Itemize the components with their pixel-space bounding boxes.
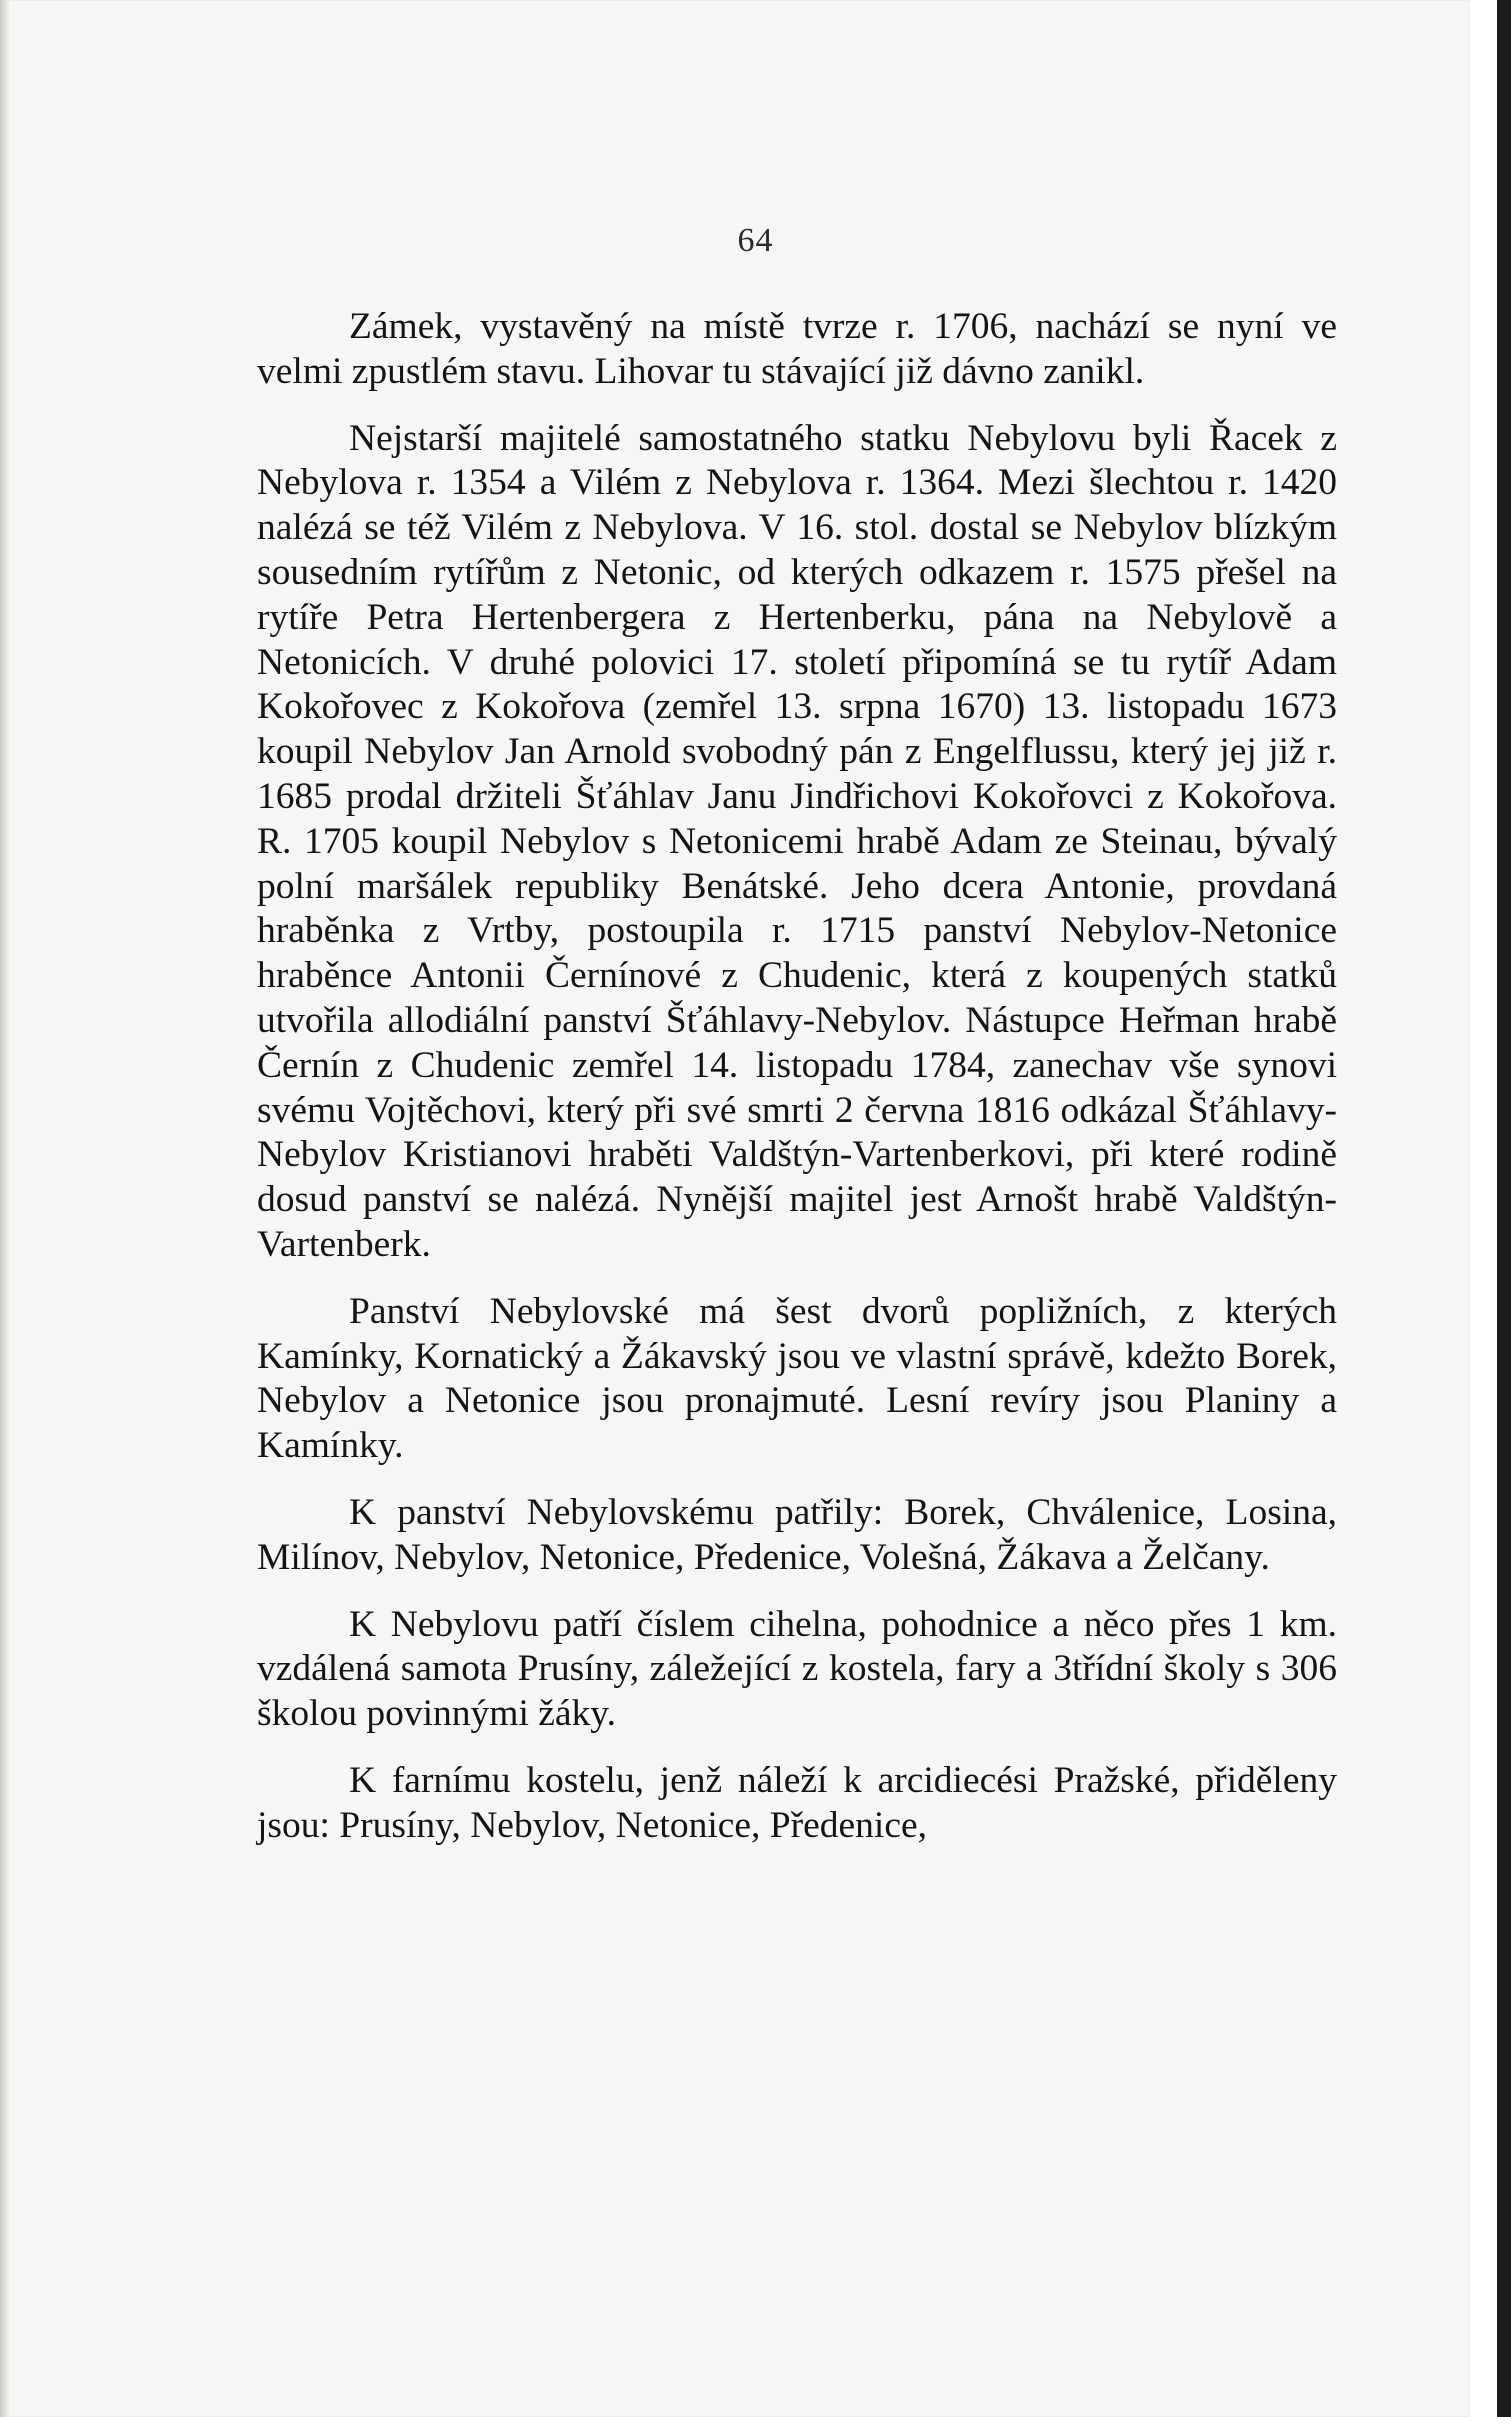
paragraph-nebylov-parts: K Nebylovu patří číslem cihelna, pohodnice a něco přes 1 km. vzdálená samota Prusíny, záležející z kostela, fary a 3třídní školy s 306 školou povinnými žáky.	[257, 1603, 1337, 1735]
paragraph-parish: K farnímu kostelu, jenž náleží k arcidiecési Pražské, přiděleny jsou: Prusíny, Nebylov, Netonice, Předenice,	[257, 1759, 1337, 1846]
paragraph-owners-history: Nejstarší majitelé samostatného statku Nebylovu byli Řacek z Nebylova r. 1354 a Vilém z Nebylova r. 1364. Mezi šlechtou r. 1420 nalézá se též Vilém z Nebylova. V 16. stol. dostal se Nebylov blízkým sousedním rytířům z Netonic, od kterých odkazem r. 1575 přešel na rytíře Petra Hertenbergera z Hertenberku, pána na Nebylově a Netonicích. V druhé polovici 17. století připomíná se tu rytíř Adam Kokořovec z Kokořova (zemřel 13. srpna 1670) 13. listopadu 1673 koupil Nebylov Jan Arnold svobodný pán z Engelflussu, který jej již r. 1685 prodal držiteli Šťáhlav Janu Jindřichovi Kokořovci z Kokořova. R. 1705 koupil Nebylov s Netonicemi hrabě Adam ze Steinau, bývalý polní maršálek republiky Benátské. Jeho dcera Antonie, provdaná hraběnka z Vrtby, postoupila r. 1715 panství Nebylov-Netonice hraběnce Antonii Černínové z Chudenic, která z koupených statků utvořila allodiální panství Šťáhlavy-Nebylov. Nástupce Heřman hrabě Černín z Chudenic zemřel 14. listopadu 1784, zanechav vše synovi svému Vojtěchovi, který při své smrti 2 června 1816 odkázal Šťáhlavy-Nebylov Kristianovi hraběti Valdštýn-Vartenberkovi, při které rodině dosud panství se nalézá. Nynější majitel jest Arnošt hrabě Valdštýn-Vartenberk.	[257, 417, 1337, 1265]
page-left-edge	[0, 0, 8, 2417]
page-number: 64	[737, 222, 774, 259]
page-right-border	[1497, 0, 1511, 2417]
paragraph-estate-farms: Panství Nebylovské má šest dvorů popližních, z kterých Kamínky, Kornatický a Žákavský jsou ve vlastní správě, kdežto Borek, Nebylov a Netonice jsou pronajmuté. Lesní revíry jsou Planiny a Kamínky.	[257, 1290, 1337, 1467]
body-text	[257, 305, 1337, 1849]
paragraph-castle: Zámek, vystavěný na místě tvrze r. 1706, nachází se nyní ve velmi zpustlém stavu. Lihovar tu stávající již dávno zanikl.	[257, 306, 1337, 392]
paragraph-estate-villages: K panství Nebylovskému patřily: Borek, Chválenice, Losina, Milínov, Nebylov, Netonice, Předenice, Volešná, Žákava a Želčany.	[257, 1491, 1337, 1578]
